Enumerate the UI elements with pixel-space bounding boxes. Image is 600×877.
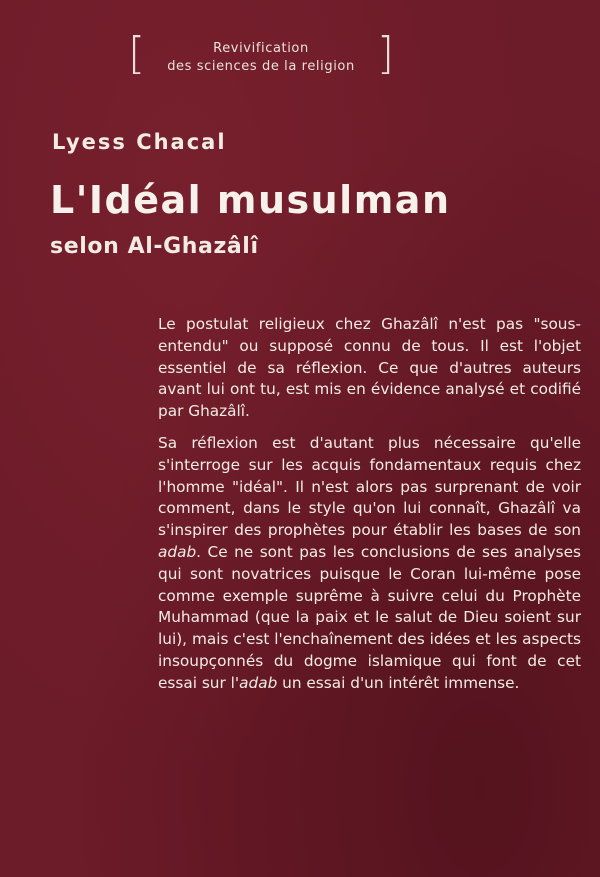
blurb-text-segment: Sa réflexion est d'autant plus nécessaire qu'elle s'interroge sur les acquis fondamentaux requis chez l'homme "idéal". Il n'est alors pas surprenant de voir comment, dans le style qu'on lui connaît, Ghazâlî va s'inspirer des prophètes pour établir les bases de son [158,433,581,540]
book-subtitle: selon Al-Ghazâlî [50,234,259,259]
blurb-text-segment: un essai d'un intérêt immense. [277,673,520,692]
series-bracket-open: [ [128,28,146,79]
series-line-1: Revivification [213,41,309,56]
book-title: L'Idéal musulman [50,178,451,222]
series-name [146,40,376,76]
series-line-2: des sciences de la religion [167,59,355,74]
blurb-text-segment: . Ce ne sont pas les conclusions de ses analyses qui sont novatrices puisque le Coran lui-même pose comme exemple suprême à suivre celui du Prophète Muhammad (que la paix et le salut de Dieu soient sur lui), mais c'est l'enchaînement des idées et les aspects insoupçonnés du dogme islamique qui font de cet essai sur l' [158,542,581,692]
blurb-paragraph-1: Le postulat religieux chez Ghazâlî n'est pas "sous-entendu" ou supposé connu de tous. Il est l'objet essentiel de sa réflexion. Ce que d'autres auteurs avant lui ont tu, est mis en évidence analysé et codifié par Ghazâlî. [158,315,581,421]
back-cover-blurb [158,314,581,705]
series-label [128,28,394,82]
blurb-italic-term: adab [239,673,278,692]
author-name: Lyess Chacal [52,130,227,154]
series-bracket-close: ] [376,28,394,79]
blurb-paragraph-2 [158,433,581,695]
blurb-italic-term: adab [158,542,197,561]
